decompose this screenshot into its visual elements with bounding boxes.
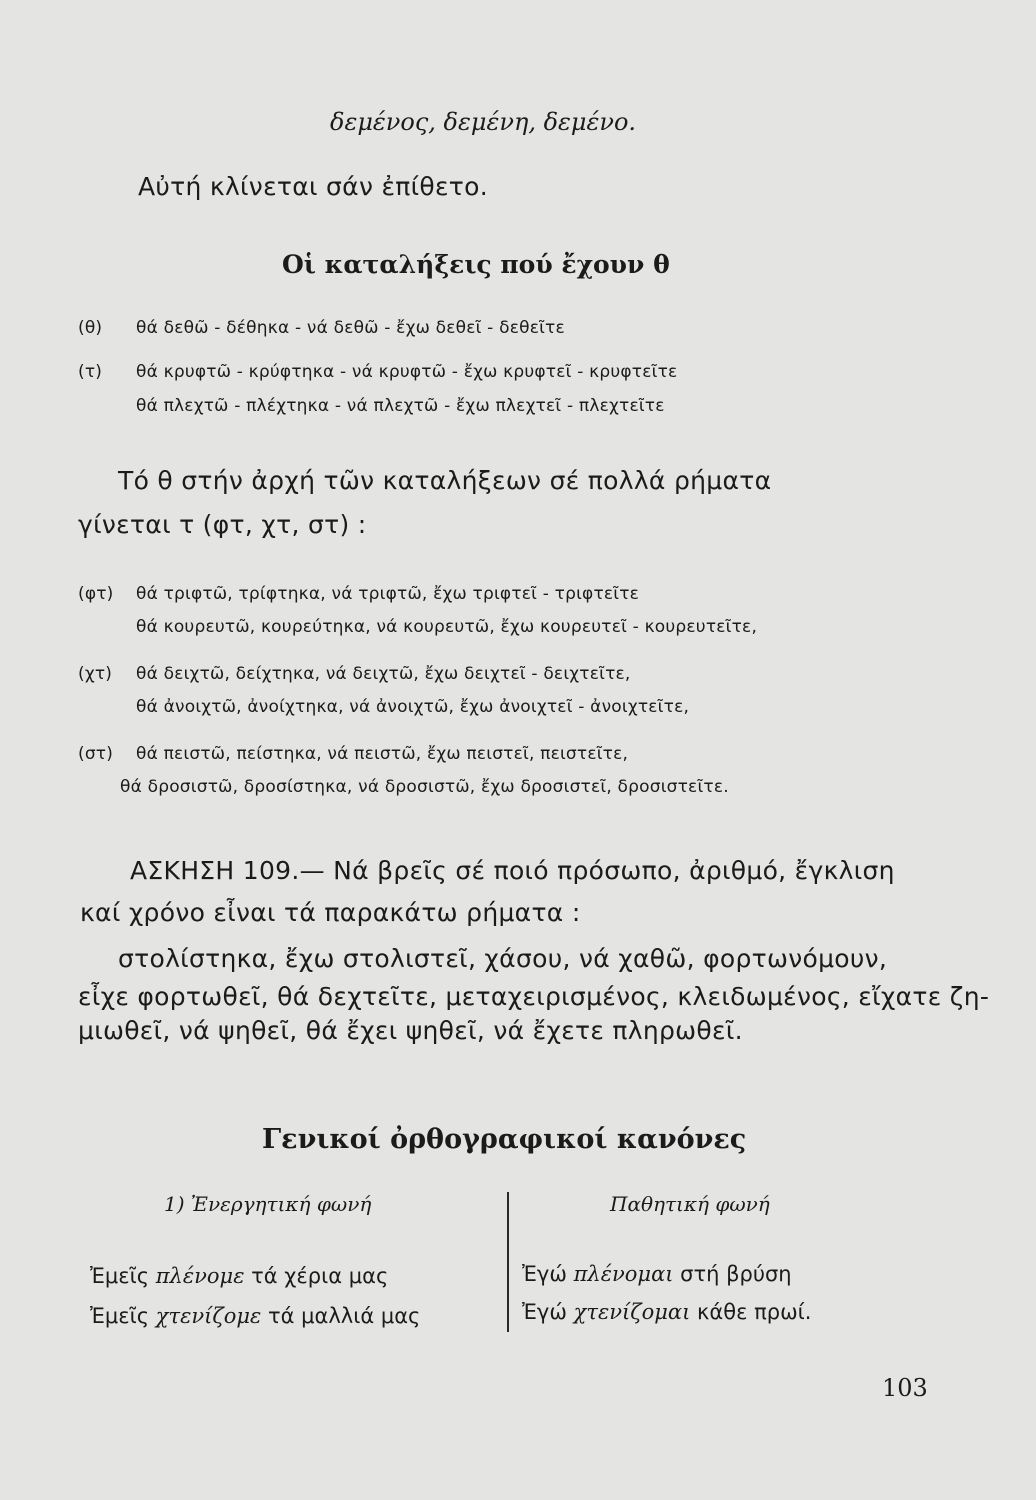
row-text: θά κρυφτῶ - κρύφτηκα - νά κρυφτῶ - ἔχω κρυφτεῖ - κρυφτεῖτε <box>136 362 678 382</box>
example-subject: Ἐγώ <box>522 1262 574 1286</box>
theta-row <box>78 362 677 382</box>
theta-heading: Οἱ καταλήξεις πού ἔχουν θ <box>282 250 670 279</box>
page-number: 103 <box>882 1374 928 1402</box>
row-tag: (στ) <box>78 744 114 764</box>
passive-example <box>522 1262 792 1286</box>
row-tag: (θ) <box>78 318 103 338</box>
theta-row <box>78 318 565 338</box>
column-divider <box>507 1192 509 1332</box>
passive-voice-title: Παθητική φωνή <box>610 1192 770 1216</box>
row-text: θά δροσιστῶ, δροσίστηκα, νά δροσιστῶ, ἔχω δροσιστεῖ, δροσιστεῖτε. <box>120 777 729 797</box>
row-tag: (χτ) <box>78 664 113 684</box>
group-row <box>78 744 628 764</box>
theta-row <box>136 396 665 416</box>
exercise-words-3: μιωθεῖ, νά ψηθεῖ, θά ἔχει ψηθεῖ, νά ἔχετε πληρωθεῖ. <box>78 1016 743 1045</box>
rules-heading: Γενικοί ὀρθογραφικοί κανόνες <box>262 1124 747 1155</box>
row-text: θά ἀνοιχτῶ, ἀνοίχτηκα, νά ἀνοιχτῶ, ἔχω ἀνοιχτεῖ - ἀνοιχτεῖτε, <box>136 697 690 717</box>
active-example <box>90 1304 420 1328</box>
declension-note: Αὐτή κλίνεται σάν ἐπίθετο. <box>138 172 488 201</box>
participle-forms: δεμένος, δεμένη, δεμένο. <box>330 108 637 136</box>
group-row <box>120 777 729 797</box>
example-verb: πλένομαι <box>573 1262 674 1286</box>
exercise-line-1: ΑΣΚΗΣΗ 109.— Νά βρεῖς σέ ποιό πρόσωπο, ἀριθμό, ἔγκλιση <box>130 856 895 885</box>
group-row <box>136 697 689 717</box>
row-text: θά πλεχτῶ - πλέχτηκα - νά πλεχτῶ - ἔχω πλεχτεῖ - πλεχτεῖτε <box>136 396 665 416</box>
active-example <box>90 1264 388 1288</box>
active-voice-title: 1) Ἐνεργητική φωνή <box>164 1192 372 1216</box>
example-object: τά μαλλιά μας <box>261 1304 421 1328</box>
example-subject: Ἐμεῖς <box>90 1264 156 1288</box>
group-row <box>78 664 631 684</box>
example-verb: χτενίζομε <box>155 1304 262 1328</box>
rule-line-1: Τό θ στήν ἀρχή τῶν καταλήξεων σέ πολλά ρήματα <box>118 466 772 495</box>
group-row <box>78 584 639 604</box>
rule-line-2: γίνεται τ (φτ, χτ, στ) : <box>78 510 367 539</box>
exercise-words-1: στολίστηκα, ἔχω στολιστεῖ, χάσου, νά χαθῶ, φορτωνόμουν, <box>118 944 888 973</box>
row-tag: (φτ) <box>78 584 114 604</box>
exercise-words-2: εἶχε φορτωθεῖ, θά δεχτεῖτε, μεταχειρισμένος, κλειδωμένος, εἴχατε ζη- <box>78 982 990 1011</box>
example-object: στή βρύση <box>673 1262 792 1286</box>
example-verb: χτενίζομαι <box>573 1300 691 1324</box>
row-text: θά δεθῶ - δέθηκα - νά δεθῶ - ἔχω δεθεῖ - δεθεῖτε <box>136 318 565 338</box>
row-text: θά κουρευτῶ, κουρεύτηκα, νά κουρευτῶ, ἔχω κουρευτεῖ - κουρευτεῖτε, <box>136 617 758 637</box>
example-subject: Ἐμεῖς <box>90 1304 156 1328</box>
example-object: κάθε πρωί. <box>690 1300 812 1324</box>
row-text: θά πειστῶ, πείστηκα, νά πειστῶ, ἔχω πειστεῖ, πειστεῖτε, <box>136 744 629 764</box>
passive-example <box>522 1300 811 1324</box>
example-verb: πλένομε <box>155 1264 245 1288</box>
row-text: θά δειχτῶ, δείχτηκα, νά δειχτῶ, ἔχω δειχτεῖ - δειχτεῖτε, <box>136 664 631 684</box>
group-row <box>136 617 757 637</box>
example-subject: Ἐγώ <box>522 1300 574 1324</box>
exercise-line-2: καί χρόνο εἶναι τά παρακάτω ρήματα : <box>80 898 581 927</box>
row-tag: (τ) <box>78 362 103 382</box>
row-text: θά τριφτῶ, τρίφτηκα, νά τριφτῶ, ἔχω τριφτεῖ - τριφτεῖτε <box>136 584 640 604</box>
example-object: τά χέρια μας <box>244 1264 389 1288</box>
